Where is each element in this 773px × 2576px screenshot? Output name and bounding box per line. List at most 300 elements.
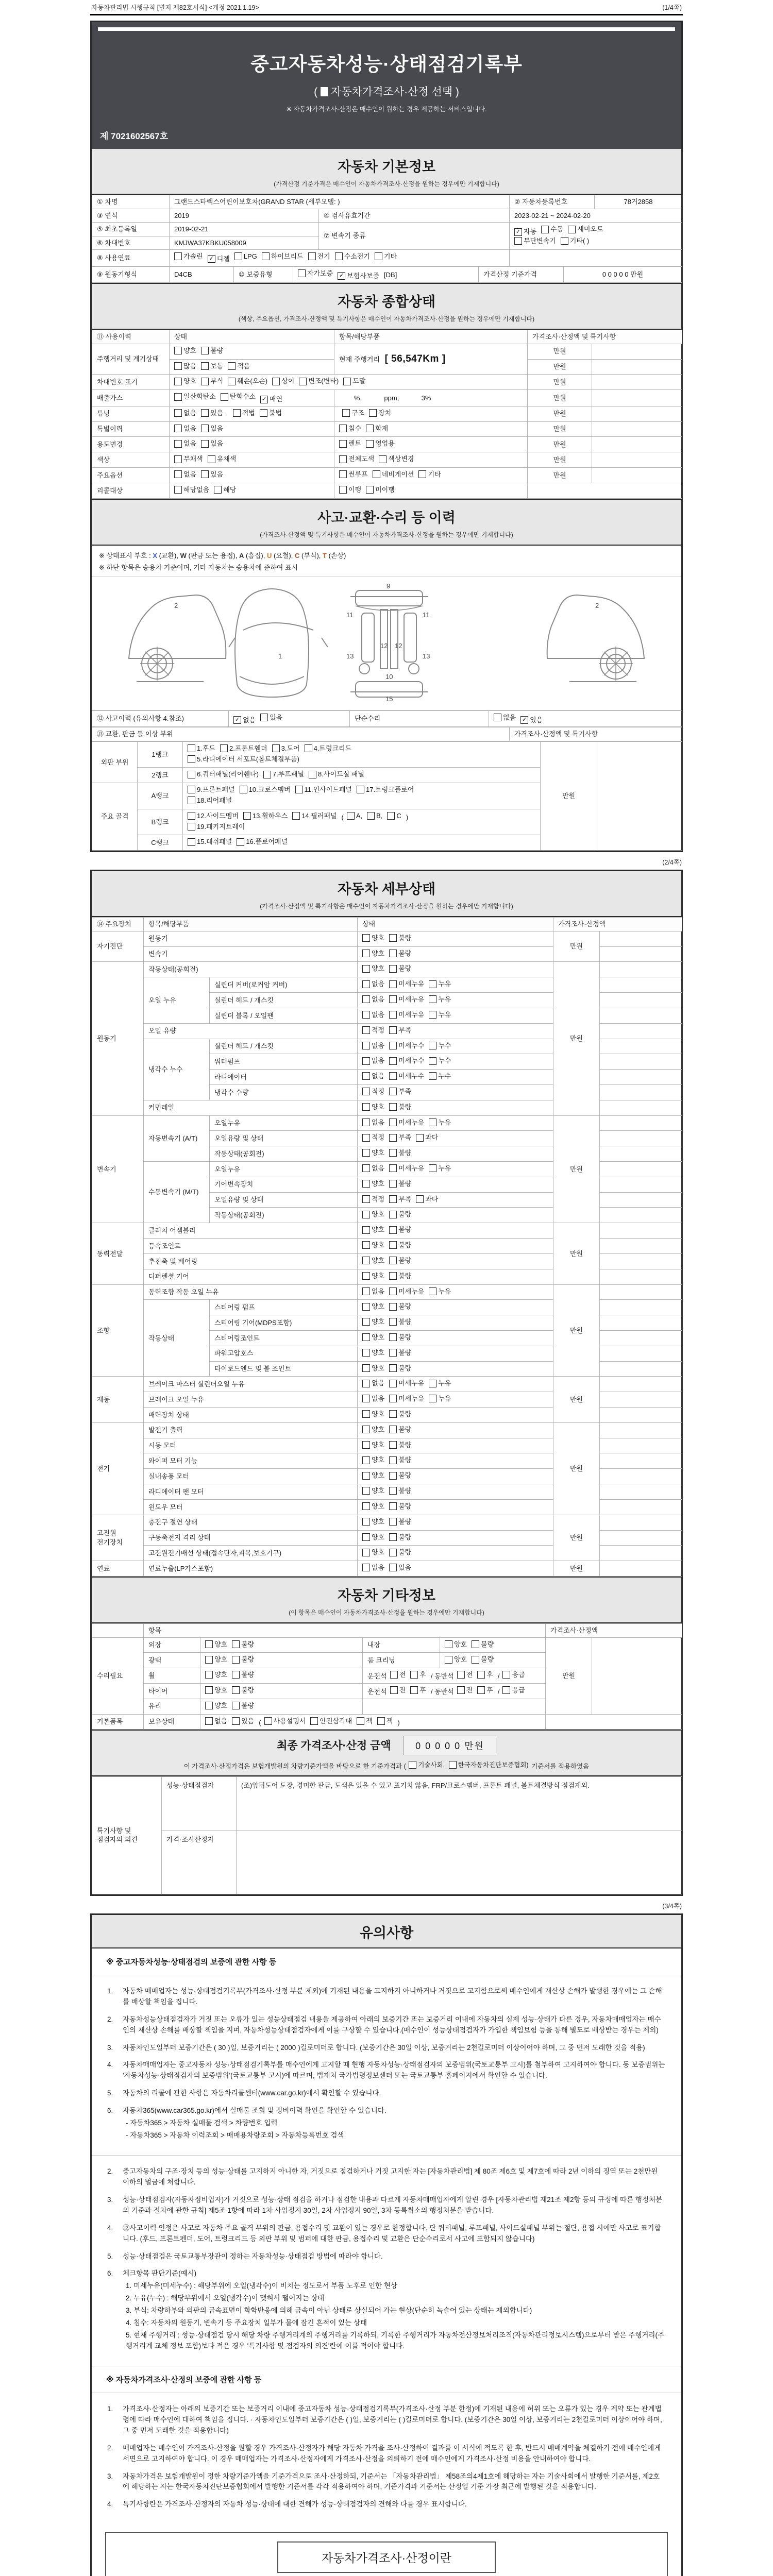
checkbox[interactable]	[457, 1686, 473, 1695]
table-cell: 만원	[528, 406, 592, 421]
checkbox[interactable]	[389, 1225, 411, 1234]
checkbox[interactable]	[174, 362, 196, 371]
checkbox-box	[389, 980, 397, 988]
table-cell	[592, 437, 682, 452]
checkbox[interactable]	[305, 744, 352, 753]
checkbox[interactable]	[362, 979, 384, 989]
checkbox[interactable]	[389, 1241, 411, 1250]
table-cell: 만원	[528, 452, 592, 468]
checkbox[interactable]	[389, 1333, 411, 1342]
checkbox[interactable]	[416, 1133, 438, 1142]
checkbox[interactable]	[201, 362, 223, 371]
subtitle-paren-close: )	[455, 86, 459, 98]
checkbox[interactable]	[174, 392, 216, 401]
checkbox[interactable]	[390, 1686, 406, 1695]
table-cell	[510, 250, 682, 266]
checkbox[interactable]	[188, 770, 259, 779]
checkbox[interactable]	[389, 1364, 411, 1373]
checkbox[interactable]	[362, 1026, 384, 1035]
checkbox[interactable]	[362, 1533, 384, 1542]
checkbox[interactable]	[389, 1164, 424, 1173]
checkbox[interactable]	[232, 1686, 254, 1695]
checkbox[interactable]	[342, 409, 364, 418]
checkbox[interactable]	[362, 1517, 384, 1527]
checkbox[interactable]	[389, 964, 411, 973]
checkbox-label: LPG	[243, 252, 257, 261]
checkbox[interactable]	[201, 439, 223, 448]
checkbox[interactable]	[429, 1164, 451, 1173]
checkbox[interactable]	[292, 811, 337, 821]
checkbox[interactable]	[335, 252, 370, 261]
checkbox-box	[389, 1103, 397, 1111]
header-note: ※ 자동차가격조사·산정은 매수인이 원하는 경우 제공하는 서비스입니다.	[286, 106, 487, 113]
checkbox[interactable]	[362, 1041, 384, 1050]
notice-item-text: ⑫사고이력 인정은 사고로 자동차 주요 골격 부위의 판금, 용접수리 및 교환이 있는 경우로 한정합니다. 단 쿼터패널, 루프패널, 사이드실패널 부위는 절단, 용접 시에만 사고로 표기합니다. (후드, 프론트펜더, 도어, 트렁크리드 등 외판 부위 및 범퍼에 대한 판금, 용접수리 및 교환은 단순수리로서 사고에 포함되지 않습니다)	[123, 2224, 661, 2243]
checkbox[interactable]	[174, 454, 203, 464]
checkbox[interactable]	[362, 1410, 384, 1419]
checkbox-box	[174, 393, 182, 401]
table-cell: 2023-02-21 ~ 2024-02-20	[510, 209, 682, 223]
checkbox[interactable]	[308, 252, 330, 261]
checkbox[interactable]	[205, 1717, 227, 1726]
checkbox[interactable]	[298, 269, 333, 278]
notice-heading-2: ※ 자동차가격조사·산정의 보증에 관한 사항 등	[92, 2366, 681, 2393]
checkbox[interactable]	[260, 409, 282, 418]
table-cell	[358, 1239, 553, 1254]
checkbox[interactable]	[205, 1640, 227, 1649]
checkbox[interactable]	[237, 837, 288, 846]
checkbox[interactable]	[205, 1701, 227, 1710]
checkbox-box	[366, 486, 374, 494]
checkbox[interactable]	[174, 346, 196, 355]
checkbox-label: 있음	[210, 409, 224, 417]
checkbox[interactable]	[389, 1056, 424, 1065]
checkbox[interactable]	[272, 744, 300, 753]
checkbox[interactable]	[233, 716, 256, 725]
checkbox[interactable]	[416, 1195, 438, 1204]
checkbox-label: 있음	[210, 424, 224, 432]
checkbox[interactable]	[389, 1486, 411, 1496]
checkbox[interactable]	[472, 1655, 494, 1664]
checkbox-label: 불량	[241, 1671, 255, 1679]
checkbox-label: 후	[486, 1686, 493, 1694]
checkbox[interactable]	[429, 1041, 451, 1050]
checkbox[interactable]	[362, 1225, 384, 1234]
checkbox-box	[205, 1656, 213, 1664]
section-title: 유의사항	[359, 1925, 414, 1941]
checkbox[interactable]	[389, 995, 424, 1004]
checkbox[interactable]	[362, 1179, 384, 1189]
checkbox[interactable]	[243, 811, 288, 821]
checkbox-label: 양호	[372, 1533, 385, 1541]
checkbox[interactable]	[174, 439, 196, 448]
checkbox[interactable]	[494, 713, 516, 722]
checkbox[interactable]	[389, 1026, 411, 1035]
notice-item	[107, 2223, 666, 2245]
checkbox-box	[205, 1640, 213, 1648]
checkbox[interactable]	[339, 485, 361, 495]
checkbox[interactable]	[174, 252, 203, 261]
checkbox[interactable]	[389, 1410, 411, 1419]
checkbox-label: 적정	[372, 1087, 385, 1095]
checkbox[interactable]	[299, 377, 339, 386]
checkbox-label: 과다	[425, 1133, 439, 1142]
checkbox[interactable]	[389, 1041, 424, 1050]
checkbox[interactable]	[429, 1394, 451, 1403]
checkbox[interactable]	[373, 470, 414, 479]
header-strip	[98, 27, 675, 31]
checkbox[interactable]	[410, 1670, 426, 1680]
table-cell	[600, 1269, 682, 1284]
checkbox[interactable]	[389, 979, 424, 989]
checkbox-standard-book-1[interactable]	[409, 1760, 445, 1769]
checkbox[interactable]	[362, 1486, 384, 1496]
checkbox[interactable]	[362, 995, 384, 1004]
checkbox[interactable]	[362, 964, 384, 973]
checkbox[interactable]	[201, 409, 223, 418]
checkbox[interactable]	[387, 811, 401, 821]
checkbox[interactable]	[272, 377, 294, 386]
checkbox[interactable]	[362, 934, 384, 943]
checkbox[interactable]	[362, 1563, 384, 1572]
checkbox[interactable]	[389, 1072, 424, 1081]
checkbox[interactable]	[367, 811, 382, 821]
table-cell	[600, 1515, 682, 1530]
checkbox-box	[343, 378, 351, 385]
checkbox[interactable]	[201, 377, 223, 386]
table-cell	[358, 1054, 553, 1070]
table-cell: 전기	[92, 1422, 144, 1515]
checkbox[interactable]	[188, 785, 235, 794]
checkbox[interactable]	[362, 1103, 384, 1112]
checkbox[interactable]	[429, 979, 451, 989]
checkbox[interactable]	[339, 424, 361, 433]
checkbox-box	[339, 440, 347, 448]
overall-state-table	[92, 330, 682, 498]
checkbox[interactable]	[264, 1717, 306, 1726]
checkbox[interactable]	[429, 1072, 451, 1081]
checkbox[interactable]	[389, 1195, 411, 1204]
checkbox-box	[174, 425, 182, 432]
table-cell: 오일누유	[210, 1115, 358, 1131]
checkbox[interactable]	[362, 1010, 384, 1020]
checkbox[interactable]	[347, 811, 362, 821]
diagram-label-fender-right: 2	[595, 601, 599, 609]
checkbox[interactable]	[362, 1440, 384, 1450]
checkbox-box	[201, 347, 209, 354]
table-cell	[592, 375, 682, 390]
checkbox[interactable]	[362, 1425, 384, 1434]
checkbox[interactable]	[220, 744, 267, 753]
checkbox[interactable]	[362, 1455, 384, 1465]
checkbox[interactable]	[174, 377, 196, 386]
checkbox[interactable]	[310, 1717, 352, 1726]
checkbox[interactable]	[389, 1302, 411, 1311]
notice-item	[107, 2166, 666, 2188]
checkbox[interactable]	[520, 716, 543, 725]
checkbox-box	[205, 1717, 213, 1725]
checkbox[interactable]	[514, 236, 556, 246]
table-cell: 만원	[553, 1223, 600, 1284]
notice-item-text: 매매업자는 매수인이 가격조사·산정을 원할 경우 가격조사·산정자가 해당 자동차 가격을 조사·산정하여 결과를 이 서식에 적도록 한 후, 반드시 매매계약을 체결하기 전에 매수인에게 서면으로 고지하여야 합니다. 이 경우 매매업자는 가격조사·산정자에게 가격조사·산정을 의뢰하기 전에 매수인에게 가격조사·산정 비용을 안내하여야 합니다.	[123, 2444, 661, 2463]
table-cell	[600, 946, 682, 962]
checkbox[interactable]	[457, 1670, 473, 1680]
checkbox[interactable]	[389, 1287, 424, 1296]
checkbox[interactable]	[389, 1533, 411, 1542]
checkbox[interactable]	[262, 252, 304, 261]
checkbox-label: 불량	[241, 1640, 255, 1648]
checkbox[interactable]	[514, 227, 536, 236]
checkbox[interactable]	[339, 470, 368, 479]
checkbox[interactable]	[541, 225, 563, 234]
checkbox[interactable]	[362, 1087, 384, 1096]
checkbox[interactable]	[339, 439, 361, 448]
checkbox[interactable]	[429, 1287, 451, 1296]
code-a-desc: (흠집),	[244, 551, 267, 560]
checkbox[interactable]	[362, 1379, 384, 1388]
checkbox-box	[362, 1303, 370, 1311]
checkbox[interactable]	[362, 1210, 384, 1219]
checkbox-box	[477, 1671, 485, 1679]
checkbox-label: 미세누수	[398, 1072, 425, 1080]
table-cell: 특별이력	[92, 421, 170, 437]
checkbox[interactable]	[263, 770, 304, 779]
checkbox-label: 양호	[214, 1701, 228, 1709]
checkbox[interactable]	[174, 409, 196, 418]
checkbox[interactable]	[309, 770, 364, 779]
checkbox[interactable]	[260, 713, 282, 722]
checkbox[interactable]	[362, 1148, 384, 1158]
checkbox[interactable]	[389, 1563, 411, 1572]
checkbox[interactable]	[205, 1686, 227, 1695]
checkbox-box	[342, 409, 350, 417]
checkbox[interactable]	[339, 454, 374, 464]
checkbox-box	[429, 1164, 436, 1172]
checkbox[interactable]	[362, 1272, 384, 1281]
checkbox-box	[362, 1211, 370, 1218]
notice-item	[107, 2060, 666, 2081]
checkbox[interactable]	[232, 1701, 254, 1710]
checkbox[interactable]	[174, 485, 209, 495]
checkbox-box	[201, 378, 209, 385]
checkbox-label: 양호	[372, 1517, 385, 1526]
checkbox-label: 네비게이션	[381, 470, 414, 479]
checkbox[interactable]	[389, 1425, 411, 1434]
checkbox[interactable]	[362, 1287, 384, 1296]
checkbox[interactable]	[188, 837, 232, 846]
checkbox[interactable]	[389, 1317, 411, 1327]
checkbox[interactable]	[228, 362, 250, 371]
table-cell: 만원	[553, 1115, 600, 1223]
checkbox-label: 렌트	[348, 439, 362, 448]
checkbox[interactable]	[389, 1272, 411, 1281]
checkbox[interactable]	[366, 424, 388, 433]
checkbox[interactable]	[228, 377, 267, 386]
checkbox[interactable]	[561, 236, 589, 246]
checkbox[interactable]	[410, 1686, 426, 1695]
checkbox[interactable]	[357, 1717, 373, 1726]
checkbox-box	[263, 771, 271, 778]
checkbox[interactable]	[343, 377, 365, 386]
checkbox[interactable]	[188, 744, 215, 753]
checkbox[interactable]	[375, 252, 397, 261]
checkbox[interactable]	[429, 1056, 451, 1065]
checkbox[interactable]	[362, 1072, 384, 1081]
checkbox[interactable]	[477, 1670, 493, 1680]
checkbox[interactable]	[233, 409, 255, 418]
checkbox[interactable]	[389, 1103, 411, 1112]
checkbox[interactable]	[201, 470, 223, 479]
checkbox[interactable]	[221, 392, 256, 401]
checkbox[interactable]	[389, 1010, 424, 1020]
checkbox[interactable]	[362, 1471, 384, 1480]
table-cell	[358, 1253, 553, 1269]
checkbox[interactable]	[366, 439, 395, 448]
checkbox[interactable]	[362, 1118, 384, 1127]
checkbox[interactable]	[369, 409, 391, 418]
checkbox[interactable]	[362, 1348, 384, 1358]
checkbox[interactable]	[362, 1394, 384, 1403]
checkbox[interactable]	[232, 1655, 254, 1664]
checkbox[interactable]	[260, 395, 282, 404]
table-cell	[358, 1284, 553, 1300]
checkbox[interactable]	[389, 949, 411, 958]
checkbox-box	[362, 965, 370, 973]
checkbox-box	[357, 786, 364, 793]
checkbox[interactable]	[188, 796, 232, 805]
checkbox[interactable]	[232, 1670, 254, 1680]
checkbox-label: 응급	[512, 1671, 525, 1679]
checkbox[interactable]	[502, 1670, 525, 1680]
checkbox[interactable]	[389, 1087, 411, 1096]
checkbox[interactable]	[418, 470, 441, 479]
checkbox[interactable]	[502, 1686, 525, 1695]
table-cell	[200, 1637, 363, 1653]
checkbox[interactable]	[362, 1333, 384, 1342]
checkbox-box	[389, 1026, 397, 1034]
checkbox[interactable]	[362, 1056, 384, 1065]
checkbox[interactable]	[366, 485, 395, 495]
checkbox[interactable]	[214, 485, 236, 495]
checkbox[interactable]	[295, 785, 352, 794]
checkbox[interactable]	[174, 424, 196, 433]
checkbox[interactable]	[362, 1256, 384, 1265]
checkbox[interactable]	[429, 995, 451, 1004]
notice-item	[107, 2471, 666, 2493]
table-cell: 만원	[553, 1377, 600, 1422]
checkbox[interactable]	[234, 252, 257, 261]
table-cell	[358, 1177, 553, 1192]
checkbox[interactable]	[568, 225, 603, 234]
checkbox[interactable]	[429, 1118, 451, 1127]
checkbox[interactable]	[338, 272, 379, 281]
checkbox[interactable]	[174, 470, 196, 479]
checkbox[interactable]	[201, 346, 223, 355]
checkbox[interactable]	[362, 1164, 384, 1173]
checkbox[interactable]	[232, 1640, 254, 1649]
checkbox[interactable]	[362, 1364, 384, 1373]
checkbox-label: 12.사이드멤버	[197, 811, 239, 820]
checkbox[interactable]	[208, 255, 230, 264]
checkbox[interactable]	[188, 811, 239, 821]
checkbox[interactable]	[390, 1670, 406, 1680]
checkbox[interactable]	[362, 1548, 384, 1557]
checkbox[interactable]	[362, 949, 384, 958]
checkbox[interactable]	[362, 1241, 384, 1250]
checkbox[interactable]	[429, 1010, 451, 1020]
checkbox[interactable]	[208, 454, 237, 464]
checkbox[interactable]	[389, 1118, 424, 1127]
checkbox[interactable]	[389, 1348, 411, 1358]
checkbox-box	[389, 1072, 397, 1080]
checkbox[interactable]	[389, 1133, 411, 1142]
checkbox[interactable]	[389, 1548, 411, 1557]
checkbox-box	[362, 1180, 370, 1188]
checkbox[interactable]	[205, 1670, 227, 1680]
checkbox[interactable]	[389, 1256, 411, 1265]
checkbox[interactable]	[477, 1686, 493, 1695]
checkbox[interactable]	[472, 1640, 494, 1649]
notice-item-number: 4.	[107, 2500, 113, 2509]
checkbox[interactable]	[188, 822, 245, 832]
checkbox[interactable]	[377, 1717, 393, 1726]
table-cell	[334, 344, 528, 375]
checkbox[interactable]	[389, 1471, 411, 1480]
table-cell	[600, 1162, 682, 1177]
checkbox[interactable]	[389, 1394, 424, 1403]
checkbox[interactable]	[445, 1655, 467, 1664]
checkbox[interactable]	[362, 1195, 384, 1204]
table-cell	[358, 1346, 553, 1361]
checkbox-box	[389, 965, 397, 973]
checkbox[interactable]	[201, 424, 223, 433]
checkbox[interactable]	[389, 1379, 424, 1388]
checkbox[interactable]	[389, 1502, 411, 1511]
checkbox-box	[429, 1380, 436, 1387]
checkbox[interactable]	[389, 1440, 411, 1450]
table-cell: 만원	[528, 468, 592, 483]
checkbox[interactable]	[445, 1640, 467, 1649]
checkbox-label: 응급	[512, 1686, 525, 1694]
checkbox-standard-book-2[interactable]	[449, 1760, 529, 1769]
checkbox[interactable]	[362, 1302, 384, 1311]
final-note-suffix: 기준서를 적용하였음	[531, 1762, 590, 1770]
checkbox[interactable]	[362, 1317, 384, 1327]
checkbox[interactable]	[389, 1179, 411, 1189]
checkbox[interactable]	[188, 755, 299, 764]
checkbox-label: 불량	[398, 1440, 412, 1449]
checkbox[interactable]	[232, 1717, 254, 1726]
checkbox[interactable]	[205, 1655, 227, 1664]
checkbox[interactable]	[389, 1148, 411, 1158]
checkbox[interactable]	[379, 454, 414, 464]
checkbox[interactable]	[389, 934, 411, 943]
checkbox[interactable]	[389, 1210, 411, 1219]
table-cell	[600, 1484, 682, 1500]
checkbox-box	[295, 786, 303, 793]
checkbox-box	[362, 1564, 370, 1571]
checkbox-box	[174, 409, 182, 417]
checkbox[interactable]	[389, 1455, 411, 1465]
checkbox[interactable]	[429, 1379, 451, 1388]
checkbox[interactable]	[357, 785, 414, 794]
checkbox[interactable]	[362, 1502, 384, 1511]
section-title: 자동차 세부상태	[337, 882, 436, 897]
checkbox[interactable]	[240, 785, 291, 794]
checkbox[interactable]	[389, 1517, 411, 1527]
checkbox[interactable]	[362, 1133, 384, 1142]
notice-item-number: 2.	[107, 2167, 113, 2176]
